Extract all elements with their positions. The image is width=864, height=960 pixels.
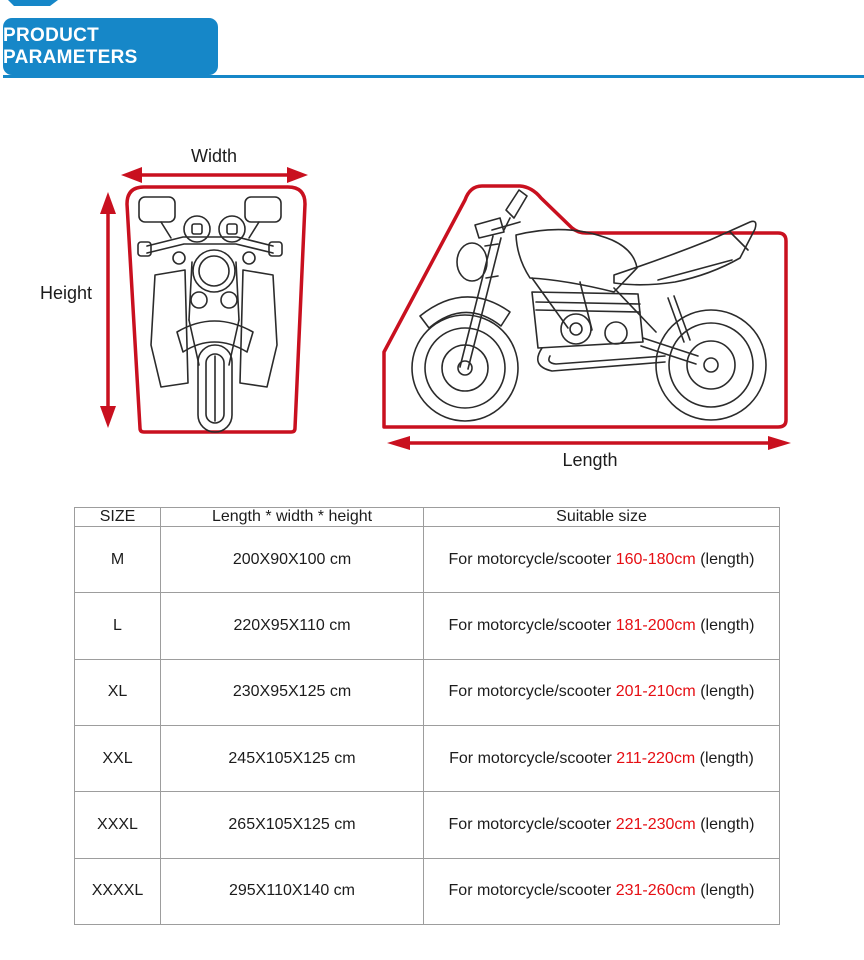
suitable-range: 211-220cm xyxy=(616,749,696,767)
suitable-range: 221-230cm xyxy=(615,815,696,833)
size-cell: XXL xyxy=(75,725,161,791)
table-row xyxy=(75,792,780,858)
suitable-size-cell xyxy=(424,659,780,725)
header-dimensions: Length * width * height xyxy=(161,508,424,527)
size-table xyxy=(74,507,780,925)
size-cell: XXXXL xyxy=(75,858,161,924)
table-row xyxy=(75,593,780,659)
width-arrow-icon xyxy=(121,167,308,183)
header-suitable-size: Suitable size xyxy=(424,508,780,527)
suitable-prefix: For motorcycle/scooter xyxy=(448,616,612,634)
suitable-prefix: For motorcycle/scooter xyxy=(448,815,612,833)
motorcycle-side-line-art xyxy=(412,190,766,421)
suitable-prefix: For motorcycle/scooter xyxy=(449,749,612,767)
dimensions-cell: 245X105X125 cm xyxy=(161,725,424,791)
dimensions-cell: 230X95X125 cm xyxy=(161,659,424,725)
suitable-range: 201-210cm xyxy=(615,683,696,701)
suitable-suffix: (length) xyxy=(700,616,755,634)
suitable-size-cell xyxy=(424,593,780,659)
table-row xyxy=(75,659,780,725)
size-cell: L xyxy=(75,593,161,659)
header-size: SIZE xyxy=(75,508,161,527)
suitable-range: 181-200cm xyxy=(615,616,696,634)
size-cell: M xyxy=(75,527,161,593)
suitable-range: 160-180cm xyxy=(615,550,696,568)
size-cell: XXXL xyxy=(75,792,161,858)
suitable-suffix: (length) xyxy=(700,882,755,900)
dimensions-cell: 295X110X140 cm xyxy=(161,858,424,924)
suitable-suffix: (length) xyxy=(700,815,755,833)
suitable-suffix: (length) xyxy=(700,550,755,568)
table-row xyxy=(75,527,780,593)
size-cell: XL xyxy=(75,659,161,725)
suitable-size-cell xyxy=(424,527,780,593)
table-header-row xyxy=(75,508,780,527)
table-row xyxy=(75,725,780,791)
width-label: Width xyxy=(190,146,237,166)
suitable-prefix: For motorcycle/scooter xyxy=(448,882,612,900)
cover-outline-side xyxy=(384,186,786,427)
suitable-prefix: For motorcycle/scooter xyxy=(448,683,612,701)
height-arrow-icon xyxy=(100,192,116,428)
suitable-suffix: (length) xyxy=(700,683,755,701)
table-row xyxy=(75,858,780,924)
motorcycle-side-illustration xyxy=(380,180,792,432)
banner-underline xyxy=(3,75,864,78)
suitable-size-cell xyxy=(424,792,780,858)
length-arrow-icon xyxy=(383,434,795,454)
suitable-size-cell xyxy=(424,725,780,791)
product-parameters-banner xyxy=(3,18,218,75)
ribbon-fold xyxy=(8,0,58,6)
motorcycle-front-line-art xyxy=(138,197,282,432)
suitable-suffix: (length) xyxy=(699,749,754,767)
dimensions-cell: 220X95X110 cm xyxy=(161,593,424,659)
dimensions-cell: 200X90X100 cm xyxy=(161,527,424,593)
motorcycle-front-illustration xyxy=(95,140,325,440)
height-label: Height xyxy=(40,283,93,303)
suitable-prefix: For motorcycle/scooter xyxy=(448,550,612,568)
length-label: Length xyxy=(562,450,618,470)
dimensions-cell: 265X105X125 cm xyxy=(161,792,424,858)
banner-title: PRODUCT PARAMETERS xyxy=(3,24,138,68)
suitable-size-cell xyxy=(424,858,780,924)
suitable-range: 231-260cm xyxy=(615,882,696,900)
